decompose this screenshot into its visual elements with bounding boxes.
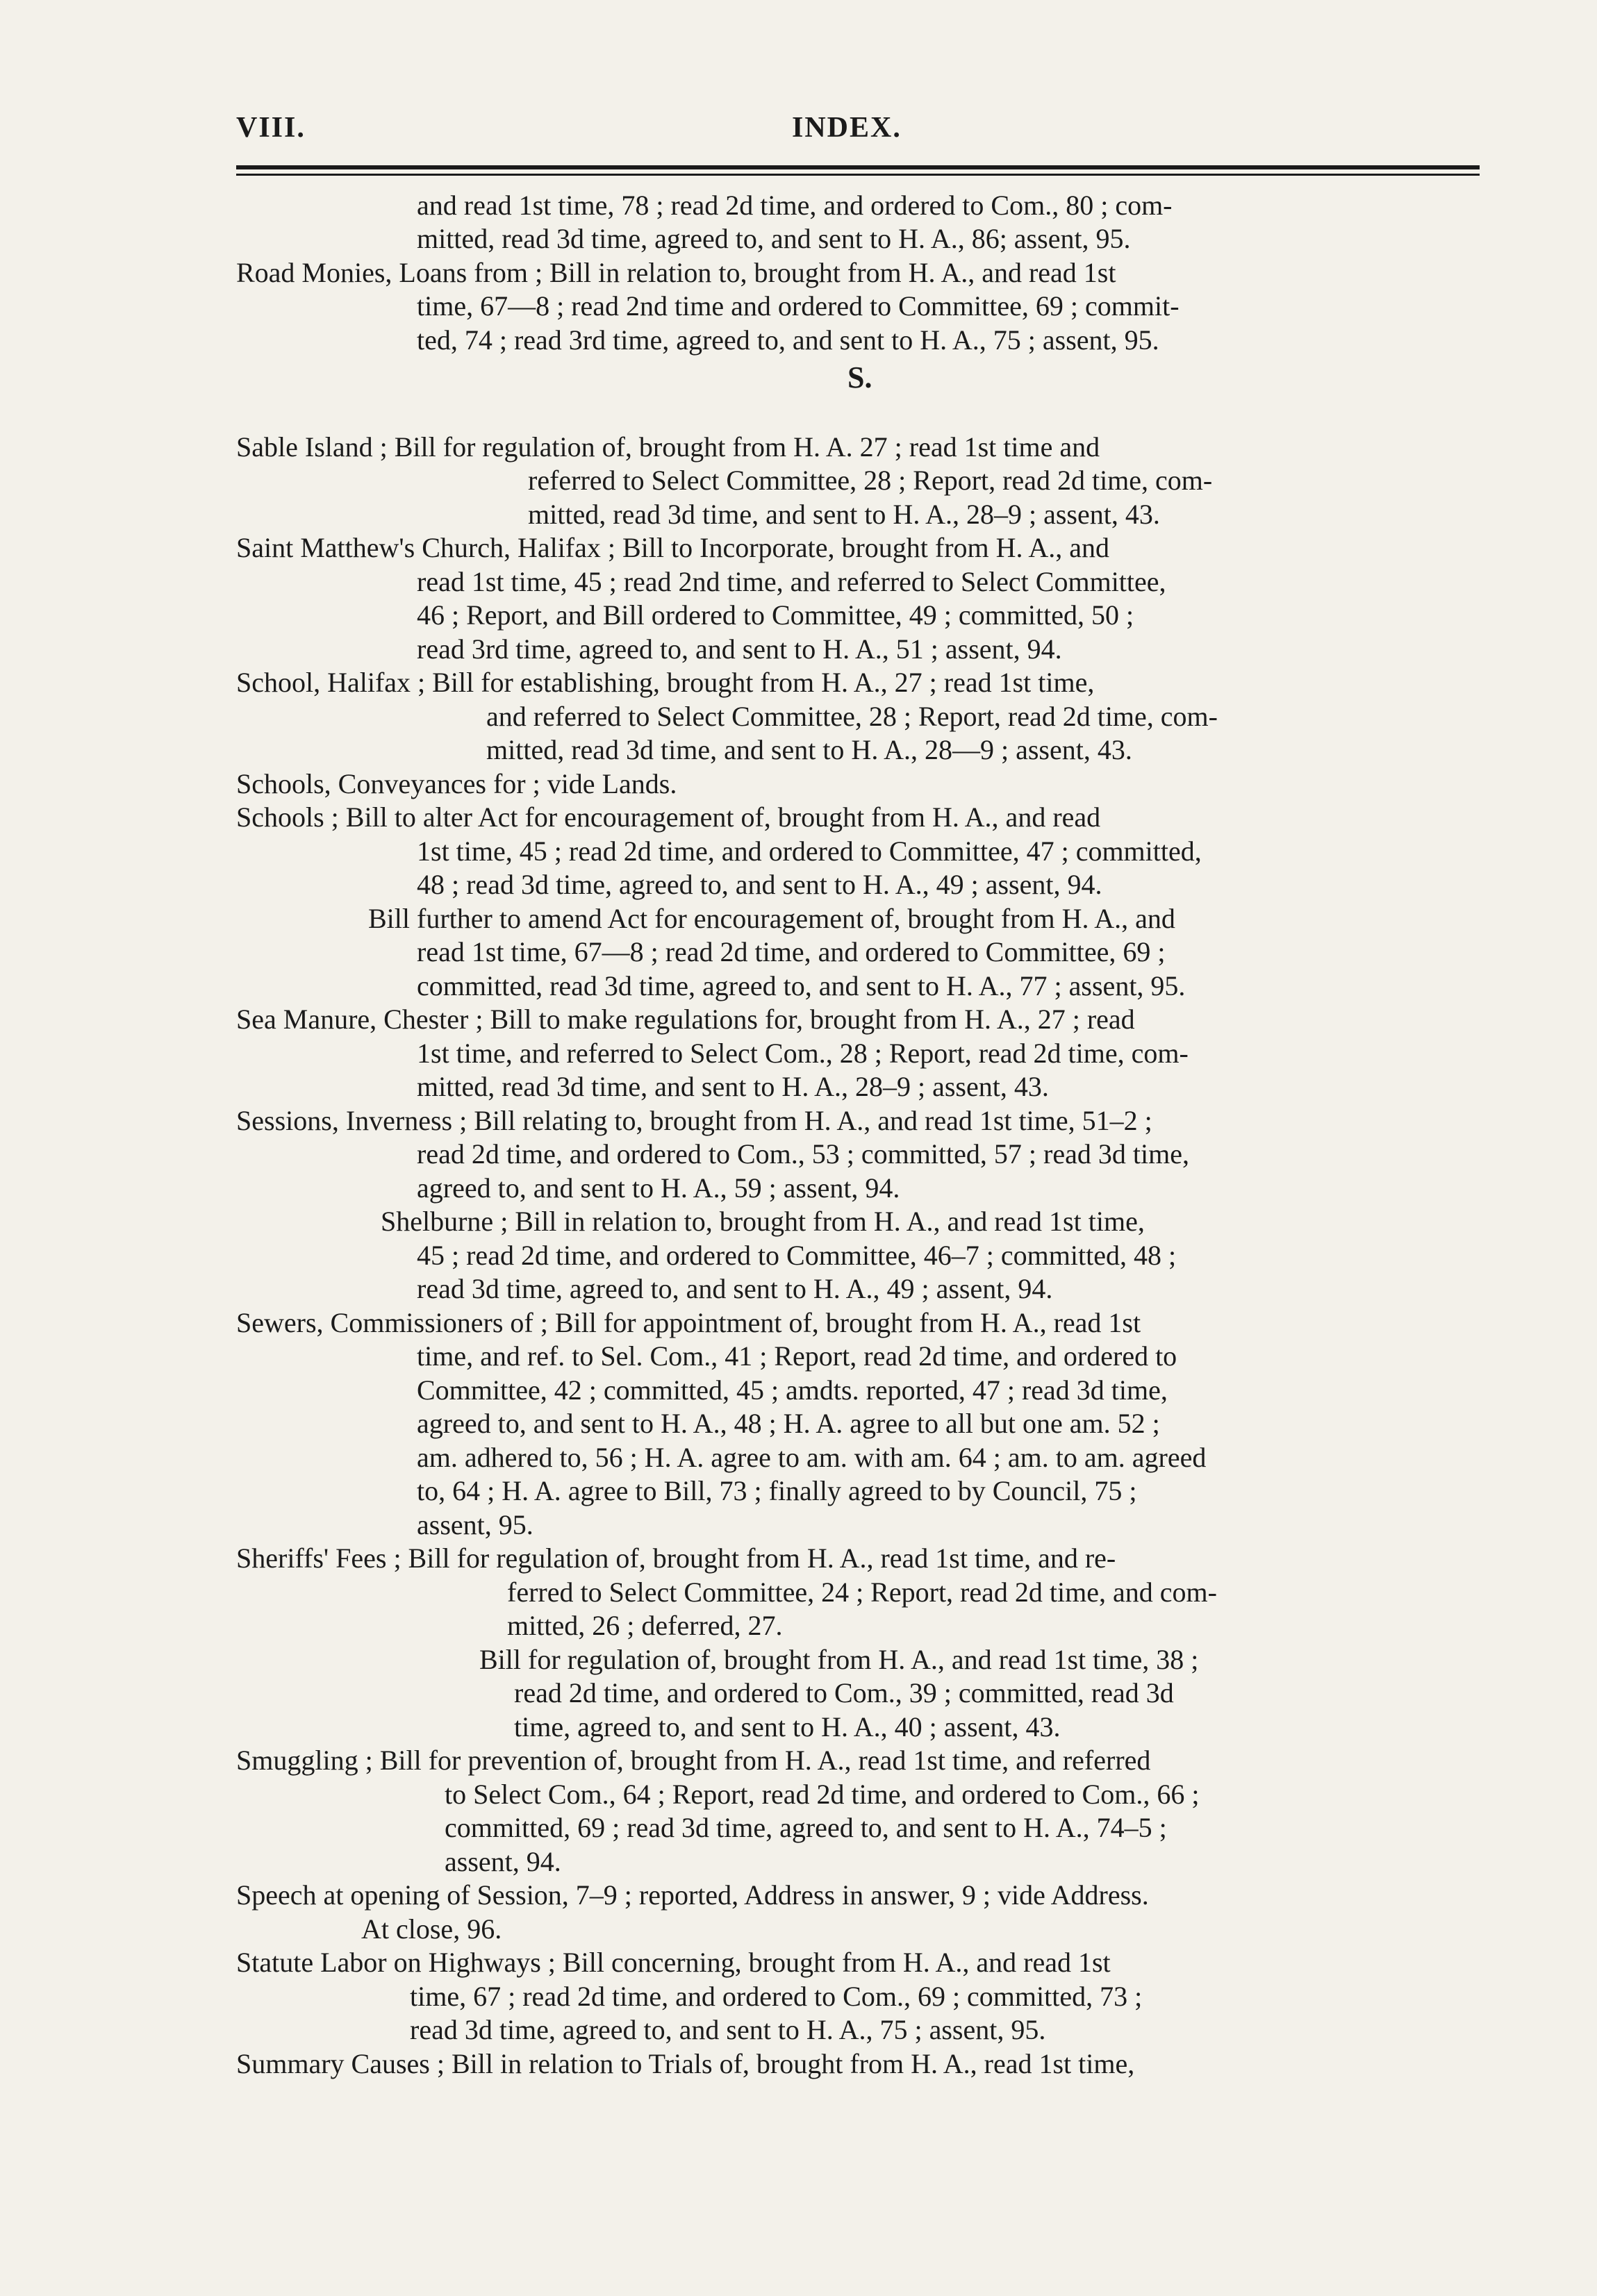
index-line: and referred to Select Committee, 28 ; Report, read 2d time, com-	[486, 701, 1218, 732]
index-entry-school-halifax: School, Halifax ; Bill for establishing, brought from H. A., 27 ; read 1st time,	[236, 667, 1095, 698]
index-line: assent, 94.	[445, 1846, 561, 1877]
index-entry-sheriffs-fees: Sheriffs' Fees ; Bill for regulation of, brought from H. A., read 1st time, and re-	[236, 1542, 1116, 1574]
index-entry-sea-manure: Sea Manure, Chester ; Bill to make regulations for, brought from H. A., 27 ; read	[236, 1004, 1135, 1035]
index-entry-schools-conveyances: Schools, Conveyances for ; vide Lands.	[236, 768, 677, 799]
index-line: mitted, read 3d time, and sent to H. A., 28–9 ; assent, 43.	[417, 1071, 1049, 1102]
index-line: committed, 69 ; read 3d time, agreed to, and sent to H. A., 74–5 ;	[445, 1812, 1167, 1843]
index-entry-smuggling: Smuggling ; Bill for prevention of, brought from H. A., read 1st time, and referred	[236, 1745, 1151, 1776]
index-line: read 3d time, agreed to, and sent to H. A., 49 ; assent, 94.	[417, 1273, 1053, 1304]
index-line: to, 64 ; H. A. agree to Bill, 73 ; finally agreed to by Council, 75 ;	[417, 1475, 1137, 1506]
index-subentry: Shelburne ; Bill in relation to, brought from H. A., and read 1st time,	[381, 1206, 1145, 1237]
index-line: time, and ref. to Sel. Com., 41 ; Report, read 2d time, and ordered to	[417, 1340, 1177, 1372]
letter-heading: S.	[847, 360, 872, 394]
index-line: read 3rd time, agreed to, and sent to H. A., 51 ; assent, 94.	[417, 633, 1062, 665]
index-subentry: Bill further to amend Act for encouragement of, brought from H. A., and	[368, 903, 1175, 934]
index-line: read 2d time, and ordered to Com., 39 ; committed, read 3d	[514, 1677, 1174, 1708]
index-entry-speech: Speech at opening of Session, 7–9 ; reported, Address in answer, 9 ; vide Address.	[236, 1879, 1149, 1911]
index-line: agreed to, and sent to H. A., 59 ; assent, 94.	[417, 1172, 900, 1204]
page-number: VIII.	[236, 112, 306, 144]
index-line: committed, read 3d time, agreed to, and sent to H. A., 77 ; assent, 95.	[417, 970, 1186, 1001]
index-line: to Select Com., 64 ; Report, read 2d time, and ordered to Com., 66 ;	[445, 1779, 1200, 1810]
index-line: time, 67 ; read 2d time, and ordered to Com., 69 ; committed, 73 ;	[410, 1981, 1143, 2012]
index-entry-road-monies: Road Monies, Loans from ; Bill in relation to, brought from H. A., and read 1st	[236, 257, 1116, 288]
index-subentry: Bill for regulation of, brought from H. A., and read 1st time, 38 ;	[479, 1644, 1199, 1675]
page-header	[236, 111, 1480, 153]
index-line: At close, 96.	[361, 1913, 502, 1945]
index-line: assent, 95.	[417, 1509, 533, 1540]
index-line: 45 ; read 2d time, and ordered to Committee, 46–7 ; committed, 48 ;	[417, 1240, 1177, 1271]
index-line: mitted, read 3d time, and sent to H. A., 28—9 ; assent, 43.	[486, 734, 1132, 765]
index-line: referred to Select Committee, 28 ; Report, read 2d time, com-	[528, 465, 1213, 496]
index-line: read 1st time, 67—8 ; read 2d time, and ordered to Committee, 69 ;	[417, 936, 1166, 967]
index-line: 46 ; Report, and Bill ordered to Committee, 49 ; committed, 50 ;	[417, 599, 1134, 631]
header-rule-thin	[236, 174, 1480, 176]
index-entry-schools: Schools ; Bill to alter Act for encouragement of, brought from H. A., and read	[236, 801, 1101, 833]
index-line: Committee, 42 ; committed, 45 ; amdts. reported, 47 ; read 3d time,	[417, 1374, 1168, 1406]
index-entry-sewers: Sewers, Commissioners of ; Bill for appointment of, brought from H. A., read 1st	[236, 1307, 1141, 1338]
index-line: agreed to, and sent to H. A., 48 ; H. A. agree to all but one am. 52 ;	[417, 1408, 1160, 1439]
index-line: 48 ; read 3d time, agreed to, and sent to H. A., 49 ; assent, 94.	[417, 869, 1102, 900]
index-line: mitted, read 3d time, agreed to, and sent to H. A., 86; assent, 95.	[417, 223, 1131, 254]
index-line: 1st time, 45 ; read 2d time, and ordered to Committee, 47 ; committed,	[417, 835, 1202, 867]
index-entry-sable-island: Sable Island ; Bill for regulation of, brought from H. A. 27 ; read 1st time and	[236, 431, 1100, 463]
index-line: mitted, 26 ; deferred, 27.	[507, 1610, 783, 1641]
index-line: read 2d time, and ordered to Com., 53 ; committed, 57 ; read 3d time,	[417, 1138, 1189, 1170]
index-line: ferred to Select Committee, 24 ; Report, read 2d time, and com-	[507, 1577, 1217, 1608]
index-line: time, agreed to, and sent to H. A., 40 ; assent, 43.	[514, 1711, 1061, 1742]
header-rule-thick	[236, 165, 1480, 169]
index-line: read 3d time, agreed to, and sent to H. A., 75 ; assent, 95.	[410, 2014, 1046, 2045]
index-line: time, 67—8 ; read 2nd time and ordered to Committee, 69 ; commit-	[417, 290, 1180, 322]
index-entry-sessions: Sessions, Inverness ; Bill relating to, brought from H. A., and read 1st time, 51–2 ;	[236, 1105, 1152, 1136]
index-entry-summary-causes: Summary Causes ; Bill in relation to Trials of, brought from H. A., read 1st time,	[236, 2048, 1135, 2079]
index-line: and read 1st time, 78 ; read 2d time, and ordered to Com., 80 ; com-	[417, 190, 1173, 221]
index-line: read 1st time, 45 ; read 2nd time, and referred to Select Committee,	[417, 566, 1166, 597]
index-line: am. adhered to, 56 ; H. A. agree to am. with am. 64 ; am. to am. agreed	[417, 1442, 1207, 1473]
index-line: 1st time, and referred to Select Com., 28 ; Report, read 2d time, com-	[417, 1038, 1189, 1069]
index-line: ted, 74 ; read 3rd time, agreed to, and sent to H. A., 75 ; assent, 95.	[417, 324, 1159, 356]
index-entry-saint-matthews: Saint Matthew's Church, Halifax ; Bill to Incorporate, brought from H. A., and	[236, 532, 1109, 563]
page-title: INDEX.	[792, 112, 902, 144]
index-entry-statute-labor: Statute Labor on Highways ; Bill concerning, brought from H. A., and read 1st	[236, 1947, 1111, 1978]
index-line: mitted, read 3d time, and sent to H. A., 28–9 ; assent, 43.	[528, 499, 1160, 530]
